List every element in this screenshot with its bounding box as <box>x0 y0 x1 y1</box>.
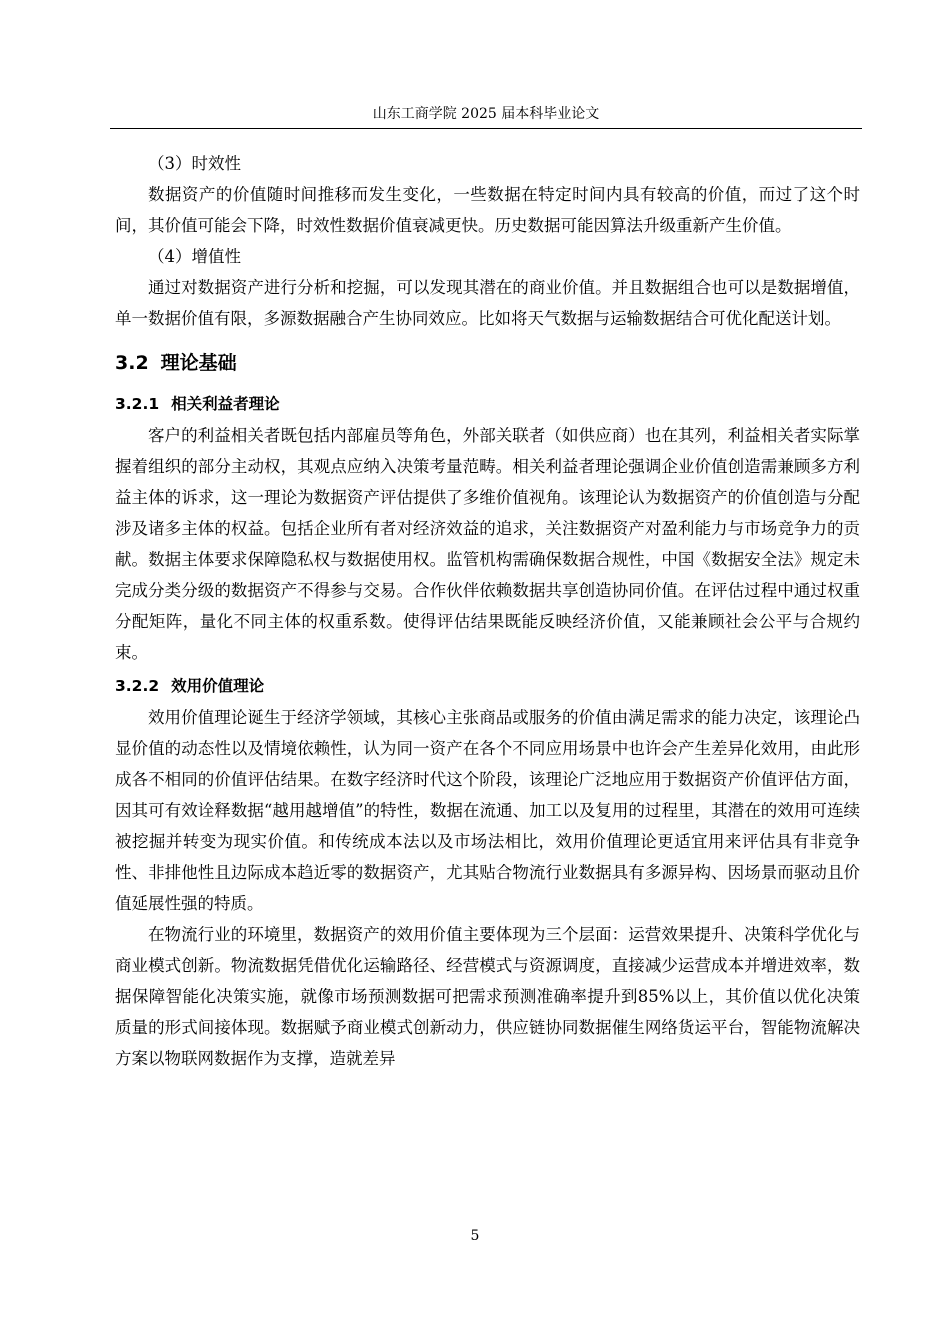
subsection-title: 相关利益者理论 <box>171 395 280 413</box>
subsection-heading-timeliness: （3）时效性 <box>148 154 241 173</box>
paragraph-timeliness: 数据资产的价值随时间推移而发生变化，一些数据在特定时间内具有较高的价值，而过了这个时间，其价值可能会下降，时效性数据价值衰减更快。历史数据可能因算法升级重新产生价值。 <box>115 185 860 235</box>
section-number: 3.2 <box>115 352 149 374</box>
paragraph-stakeholder-theory: 客户的利益相关者既包括内部雇员等角色，外部关联者（如供应商）也在其列，利益相关者实际掌握着组织的部分主动权，其观点应纳入决策考量范畴。相关利益者理论强调企业价值创造需兼顾多方利益主体的诉求，这一理论为数据资产评估提供了多维价值视角。该理论认为数据资产的价值创造与分配涉及诸多主体的权益。包括企业所有者对经济效益的追求，关注数据资产对盈利能力与市场竞争力的贡献。数据主体要求保障隐私权与数据使用权。监管机构需确保数据合规性，中国《数据安全法》规定未完成分类分级的数据资产不得参与交易。合作伙伴依赖数据共享创造协同价值。在评估过程中通过权重分配矩阵，量化不同主体的权重系数。使得评估结果既能反映经济价值，又能兼顾社会公平与合规约束。 <box>115 426 860 662</box>
subsection-heading-stakeholder-theory <box>115 388 860 420</box>
subsection-title: 效用价值理论 <box>171 677 265 695</box>
subsection-number: 3.2.2 <box>115 677 160 695</box>
paragraph-utility-value-1: 效用价值理论诞生于经济学领域，其核心主张商品或服务的价值由满足需求的能力决定，该理论凸显价值的动态性以及情境依赖性，认为同一资产在各个不同应用场景中也许会产生差异化效用，由此形成各不相同的价值评估结果。在数字经济时代这个阶段，该理论广泛地应用于数据资产价值评估方面，因其可有效诠释数据“越用越增值”的特性，数据在流通、加工以及复用的过程里，其潜在的效用可连续被挖掘并转变为现实价值。和传统成本法以及市场法相比，效用价值理论更适宜用来评估具有非竞争性、非排他性且边际成本趋近零的数据资产，尤其贴合物流行业数据具有多源异构、因场景而驱动且价值延展性强的特质。 <box>115 708 860 913</box>
header-rule <box>110 128 862 129</box>
subsection-heading-value-added: （4）增值性 <box>148 247 241 266</box>
running-header: 山东工商学院 2025 届本科毕业论文 <box>372 106 600 122</box>
subsection-number: 3.2.1 <box>115 395 160 413</box>
paragraph-value-added: 通过对数据资产进行分析和挖掘，可以发现其潜在的商业价值。并且数据组合也可以是数据增值，单一数据价值有限，多源数据融合产生协同效应。比如将天气数据与运输数据结合可优化配送计划。 <box>115 278 860 328</box>
page-body <box>115 148 860 1074</box>
section-title: 理论基础 <box>160 352 237 374</box>
page-number: 5 <box>470 1228 480 1244</box>
section-heading-theory-foundation <box>115 346 860 380</box>
subsection-heading-utility-value-theory <box>115 670 860 702</box>
paragraph-utility-value-2: 在物流行业的环境里，数据资产的效用价值主要体现为三个层面：运营效果提升、决策科学优化与商业模式创新。物流数据凭借优化运输路径、经营模式与资源调度，直接减少运营成本并增进效率，数据保障智能化决策实施，就像市场预测数据可把需求预测准确率提升到85%以上，其价值以优化决策质量的形式间接体现。数据赋予商业模式创新动力，供应链协同数据催生网络货运平台，智能物流解决方案以物联网数据作为支撑，造就差异 <box>115 925 860 1068</box>
